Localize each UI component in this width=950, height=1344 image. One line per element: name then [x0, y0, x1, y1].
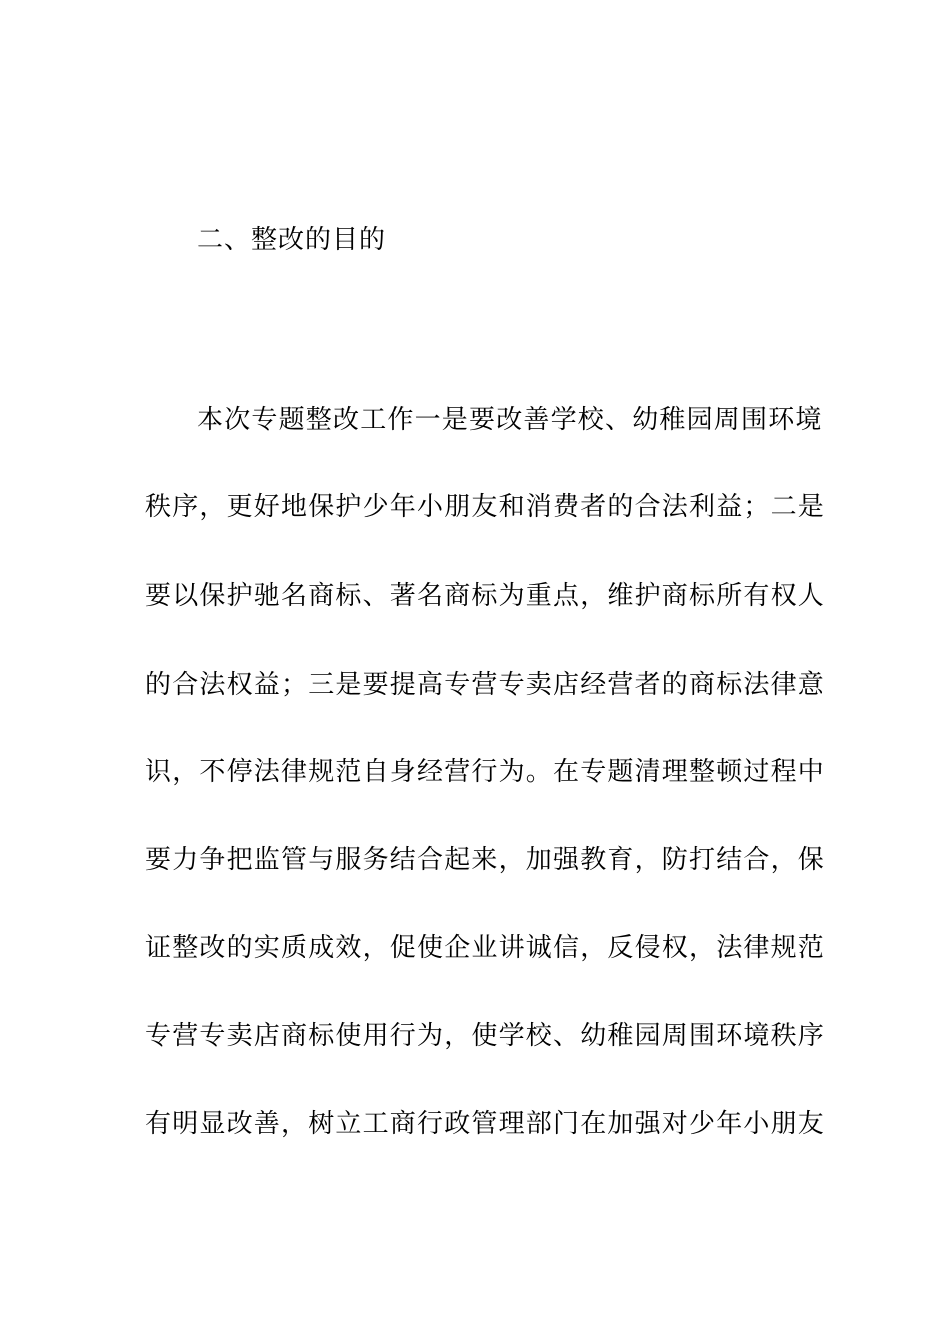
paragraph-line-2: 秩序，更好地保护少年小朋友和消费者的合法利益；二是: [145, 492, 826, 522]
paragraph-line-6: 要力争把监管与服务结合起来，加强教育，防打结合，保: [145, 845, 826, 875]
section-heading: 二、整改的目的: [197, 225, 387, 255]
paragraph-line-3: 要以保护驰名商标、著名商标为重点，维护商标所有权人: [145, 581, 826, 611]
paragraph-line-1: 本次专题整改工作一是要改善学校、幼稚园周围环境: [197, 405, 823, 435]
paragraph-line-5: 识，不停法律规范自身经营行为。在专题清理整顿过程中: [145, 757, 826, 787]
paragraph-line-7: 证整改的实质成效，促使企业讲诚信，反侵权，法律规范: [145, 933, 826, 963]
paragraph-line-8: 专营专卖店商标使用行为，使学校、幼稚园周围环境秩序: [145, 1021, 826, 1051]
paragraph-line-9: 有明显改善，树立工商行政管理部门在加强对少年小朋友: [145, 1109, 826, 1139]
paragraph-line-4: 的合法权益；三是要提高专营专卖店经营者的商标法律意: [145, 670, 826, 700]
